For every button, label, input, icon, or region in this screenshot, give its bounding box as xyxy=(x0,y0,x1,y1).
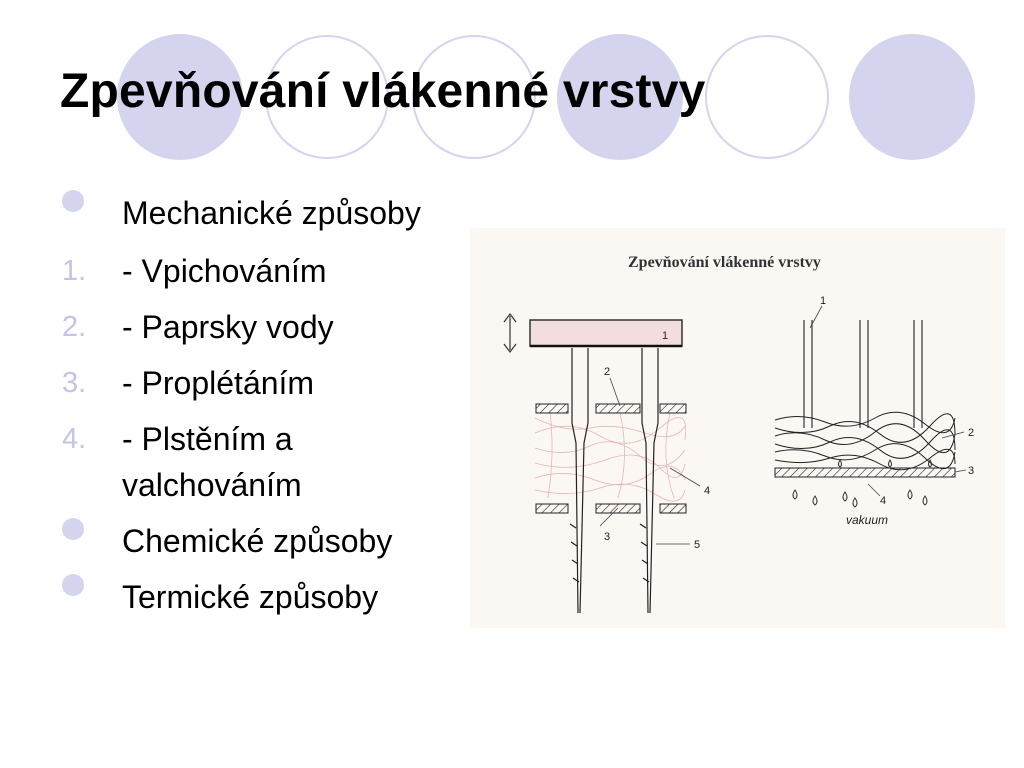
left-label-5: 5 xyxy=(694,539,701,551)
stroke-arrow-icon xyxy=(504,314,516,352)
left-label-4: 4 xyxy=(704,485,711,497)
vacuum-label: vakuum xyxy=(846,513,889,527)
bonding-diagram xyxy=(470,228,1005,628)
list-item-thermal xyxy=(62,574,472,620)
water-drops xyxy=(793,460,932,507)
list-number: 1. xyxy=(62,255,87,287)
stripper-plate-mid xyxy=(596,404,640,413)
bullet-icon xyxy=(62,518,84,540)
list-item-chemical xyxy=(62,518,472,564)
circle-outline-3 xyxy=(706,36,828,158)
list-item-text: Termické způsoby xyxy=(122,579,379,615)
right-label-4: 4 xyxy=(880,495,887,507)
bed-plate-left xyxy=(536,504,568,513)
bullet-icon xyxy=(62,190,84,212)
list-item-mechanical xyxy=(62,190,472,236)
figure-title: Zpevňování vlákenné vrstvy xyxy=(628,254,821,271)
list-item-text: - Paprsky vody xyxy=(122,309,334,345)
bullet-list xyxy=(62,190,472,632)
fibre-web xyxy=(535,413,686,501)
needle-icon xyxy=(570,348,588,613)
left-label-2: 2 xyxy=(604,366,611,378)
list-item-text: Mechanické způsoby xyxy=(122,195,421,231)
circle-filled-3 xyxy=(849,34,975,160)
needle-board xyxy=(530,320,682,346)
list-item-text: - Proplétáním xyxy=(122,365,315,401)
list-number: 4. xyxy=(62,423,87,455)
list-item-text: - Vpichováním xyxy=(122,253,327,289)
list-number: 2. xyxy=(62,311,87,343)
list-item-felting xyxy=(62,416,472,508)
bed-plate-right xyxy=(660,504,686,513)
support-belt xyxy=(775,468,955,477)
list-item-interlacing xyxy=(62,360,472,406)
list-item-text: - Plstěním a valchováním xyxy=(122,421,302,503)
right-label-1: 1 xyxy=(820,295,827,307)
left-label-1: 1 xyxy=(662,330,669,342)
fibre-layer xyxy=(775,412,955,470)
water-jet-icon xyxy=(804,320,922,428)
slide-title: Zpevňování vlákenné vrstvy xyxy=(60,65,706,118)
list-item-water-jets xyxy=(62,304,472,350)
right-label-3: 3 xyxy=(968,465,975,477)
bullet-icon xyxy=(62,574,84,596)
stripper-plate-left xyxy=(536,404,568,413)
needle-icon xyxy=(640,348,658,613)
stripper-plate-right xyxy=(660,404,686,413)
list-number: 3. xyxy=(62,367,87,399)
list-item-text: Chemické způsoby xyxy=(122,523,393,559)
left-label-3: 3 xyxy=(604,531,611,543)
list-item-needling xyxy=(62,248,472,294)
diagram-svg xyxy=(470,228,1005,628)
right-label-2: 2 xyxy=(968,427,975,439)
